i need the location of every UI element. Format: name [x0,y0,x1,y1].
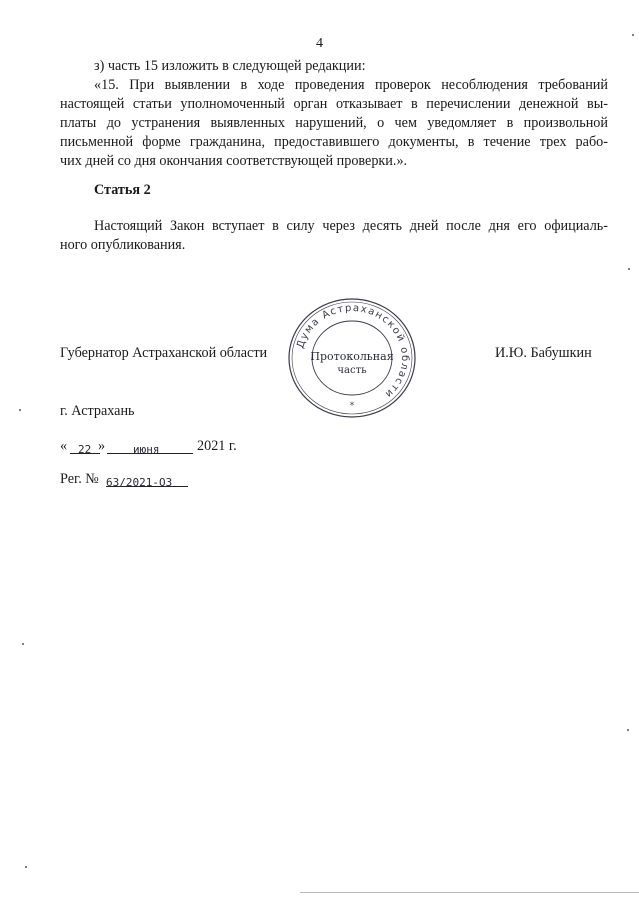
amendment-line-2: настоящей статьи уполномоченный орган отказывает в перечислении денежной вы- [60,96,608,112]
amendment-intro: з) часть 15 изложить в следующей редакции: [94,58,366,74]
scan-speck [628,268,630,270]
page-number: 4 [316,36,323,51]
article-heading: Статья 2 [94,182,151,198]
scan-speck [22,643,24,645]
date-quote-close: » [98,438,106,454]
stamp-star: * [349,401,355,411]
stamp-outer-text: Дума Астраханской области [295,302,411,401]
date-year: 2021 г. [197,438,237,454]
date-quote-open: « [60,438,68,454]
amendment-line-4: письменной форме гражданина, предоставившего документы, в течение трех рабо- [60,134,608,150]
stamp-center-line-2: часть [337,365,367,376]
scan-speck [632,34,634,36]
stamp-seal-icon [286,296,418,420]
article-text-line-1: Настоящий Закон вступает в силу через десять дней после дня его официаль- [94,218,608,234]
registration-label: Рег. № [60,471,99,487]
amendment-line-5: чих дней со дня окончания соответствующей проверки.». [60,153,408,169]
scan-edge-line [300,892,639,893]
stamp-center-line-1: Протокольная [310,350,394,363]
registration-number: 63/2021-ОЗ [106,476,173,489]
date-day: 22 [78,443,92,456]
signatory-name: И.Ю. Бабушкин [495,345,592,361]
date-month: июня [133,443,160,456]
signatory-position: Губернатор Астраханской области [60,345,268,361]
article-text-line-2: ного опубликования. [60,237,186,253]
amendment-line-1: «15. При выявлении в ходе проведения проверок несоблюдения требований [94,77,608,93]
scan-speck [25,866,27,868]
scan-speck [19,409,21,411]
official-stamp [286,296,418,420]
scan-speck [627,729,629,731]
amendment-line-3: платы до устранения выявленных нарушений, о чем уведомляет в произвольной [60,115,608,131]
city: г. Астрахань [60,403,135,419]
